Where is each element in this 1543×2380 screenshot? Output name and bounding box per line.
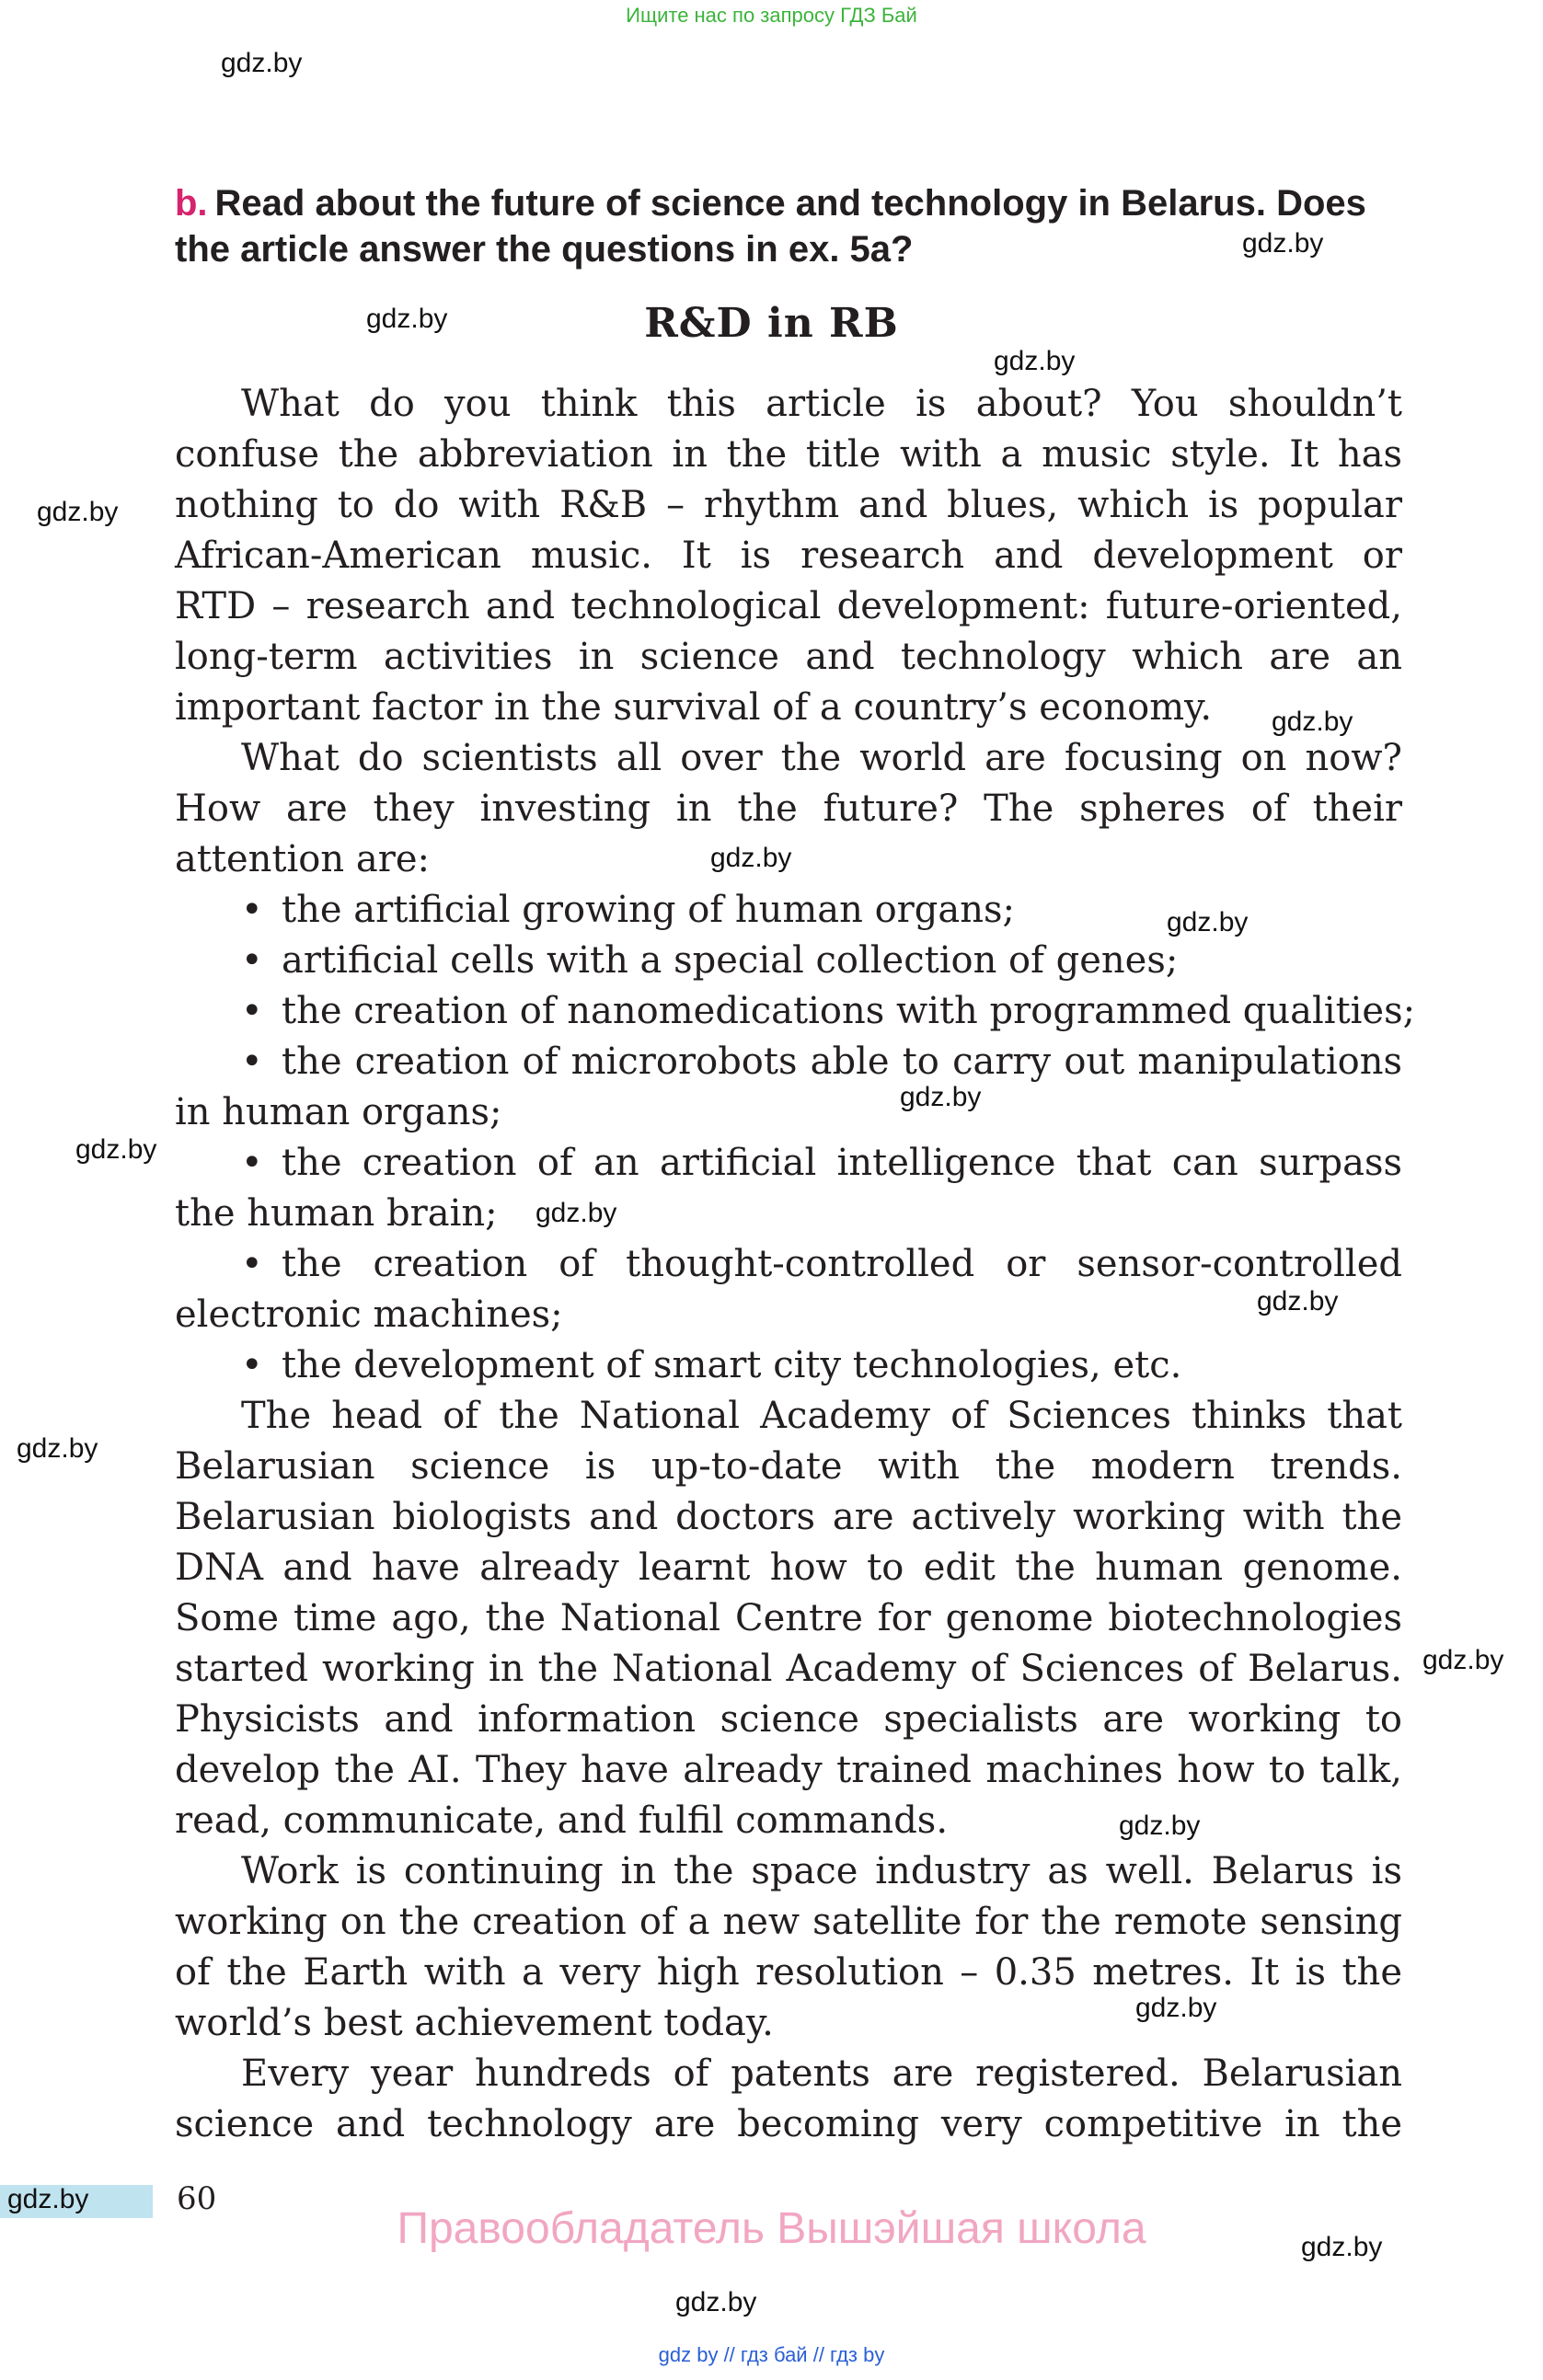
article-line: develop the AI. They have already trained machines how to talk, xyxy=(175,1749,1402,1791)
bullet-item: • the artificial growing of human organs; xyxy=(175,885,1402,936)
article-line: attention are: xyxy=(175,838,430,880)
watermark: gdz.by xyxy=(366,304,448,334)
watermark: gdz.by xyxy=(1301,2232,1383,2262)
article-line: the human brain; xyxy=(175,1192,498,1235)
watermark: gdz.by xyxy=(675,2287,757,2317)
article-line: What do scientists all over the world are focusing on now? xyxy=(241,737,1402,779)
watermark: gdz.by xyxy=(7,2184,89,2214)
watermark: gdz.by xyxy=(1167,907,1249,937)
watermark: gdz.by xyxy=(1135,1993,1217,2023)
article-line: African-American music. It is research and development or xyxy=(175,535,1402,577)
watermark: gdz.by xyxy=(1272,707,1353,737)
article-line: What do you think this article is about? You shouldn’t xyxy=(241,383,1402,425)
watermark: gdz.by xyxy=(37,497,119,527)
task-text-line-2: the article answer the questions in ex. 5a? xyxy=(175,229,914,270)
bottom-links[interactable]: gdz by // гдз бай // гдз by xyxy=(658,2343,885,2366)
article-line: Physicists and information science specialists are working to xyxy=(175,1698,1402,1741)
bullet-item: • the development of smart city technologies, etc. xyxy=(175,1340,1402,1391)
article-line: Some time ago, the National Centre for genome biotechnologies xyxy=(175,1597,1402,1639)
bullet-item: • the creation of nanomedications with programmed qualities; xyxy=(175,986,1402,1037)
copyright-holder: Правообладатель Вышэйшая школа xyxy=(397,2204,1146,2253)
watermark: gdz.by xyxy=(1242,228,1324,259)
task-letter: b. xyxy=(175,183,208,224)
watermark: gdz.by xyxy=(535,1198,617,1228)
top-banner[interactable]: Ищите нас по запросу ГДЗ Бай xyxy=(626,4,917,27)
page-number: 60 xyxy=(177,2180,217,2217)
task-instruction xyxy=(175,180,1408,272)
article-line: science and technology are becoming very competitive in the xyxy=(175,2103,1402,2145)
watermark: gdz.by xyxy=(221,48,303,78)
article-line: important factor in the survival of a country’s economy. xyxy=(175,686,1213,729)
task-text-line-1: Read about the future of science and technology in Belarus. Does xyxy=(214,183,1366,224)
watermark: gdz.by xyxy=(994,346,1076,376)
article-line: confuse the abbreviation in the title with a music style. It has xyxy=(175,433,1402,476)
article-line: long-term activities in science and technology which are an xyxy=(175,636,1402,678)
article-title: R&D in RB xyxy=(644,300,899,347)
article-line: Work is continuing in the space industry as well. Belarus is xyxy=(241,1850,1402,1892)
watermark: gdz.by xyxy=(710,843,792,873)
article-line: electronic machines; xyxy=(175,1293,563,1336)
article-line: DNA and have already learnt how to edit the human genome. xyxy=(175,1546,1402,1589)
bullet-item: • the creation of an artificial intelligence that can surpass xyxy=(175,1138,1402,1189)
article-line: The head of the National Academy of Sciences thinks that xyxy=(241,1395,1402,1437)
bullet-item: • the creation of thought-controlled or sensor-controlled xyxy=(175,1239,1402,1290)
watermark: gdz.by xyxy=(900,1082,982,1112)
bullet-item: • artificial cells with a special collection of genes; xyxy=(175,936,1402,986)
article-line: read, communicate, and fulfil commands. xyxy=(175,1799,949,1842)
article-line: in human organs; xyxy=(175,1091,502,1133)
article-line: Every year hundreds of patents are registered. Belarusian xyxy=(241,2052,1402,2095)
article-line: working on the creation of a new satellite for the remote sensing xyxy=(175,1901,1402,1943)
article-line: Belarusian science is up-to-date with the modern trends. xyxy=(175,1445,1402,1488)
article-line: started working in the National Academy of Sciences of Belarus. xyxy=(175,1648,1402,1690)
article-line: Belarusian biologists and doctors are actively working with the xyxy=(175,1496,1402,1538)
article-line: RTD – research and technological development: future-oriented, xyxy=(175,585,1402,627)
watermark: gdz.by xyxy=(1422,1645,1504,1675)
article-line: world’s best achievement today. xyxy=(175,2002,774,2044)
watermark: gdz.by xyxy=(1257,1286,1339,1316)
article-line: How are they investing in the future? The spheres of their xyxy=(175,788,1402,830)
bullet-item: • the creation of microrobots able to carry out manipulations xyxy=(175,1037,1402,1087)
watermark: gdz.by xyxy=(17,1433,98,1464)
article-line: of the Earth with a very high resolution – 0.35 metres. It is the xyxy=(175,1951,1402,1994)
watermark: gdz.by xyxy=(75,1134,157,1165)
article-line: nothing to do with R&B – rhythm and blues, which is popular xyxy=(175,484,1402,526)
watermark: gdz.by xyxy=(1119,1811,1201,1841)
